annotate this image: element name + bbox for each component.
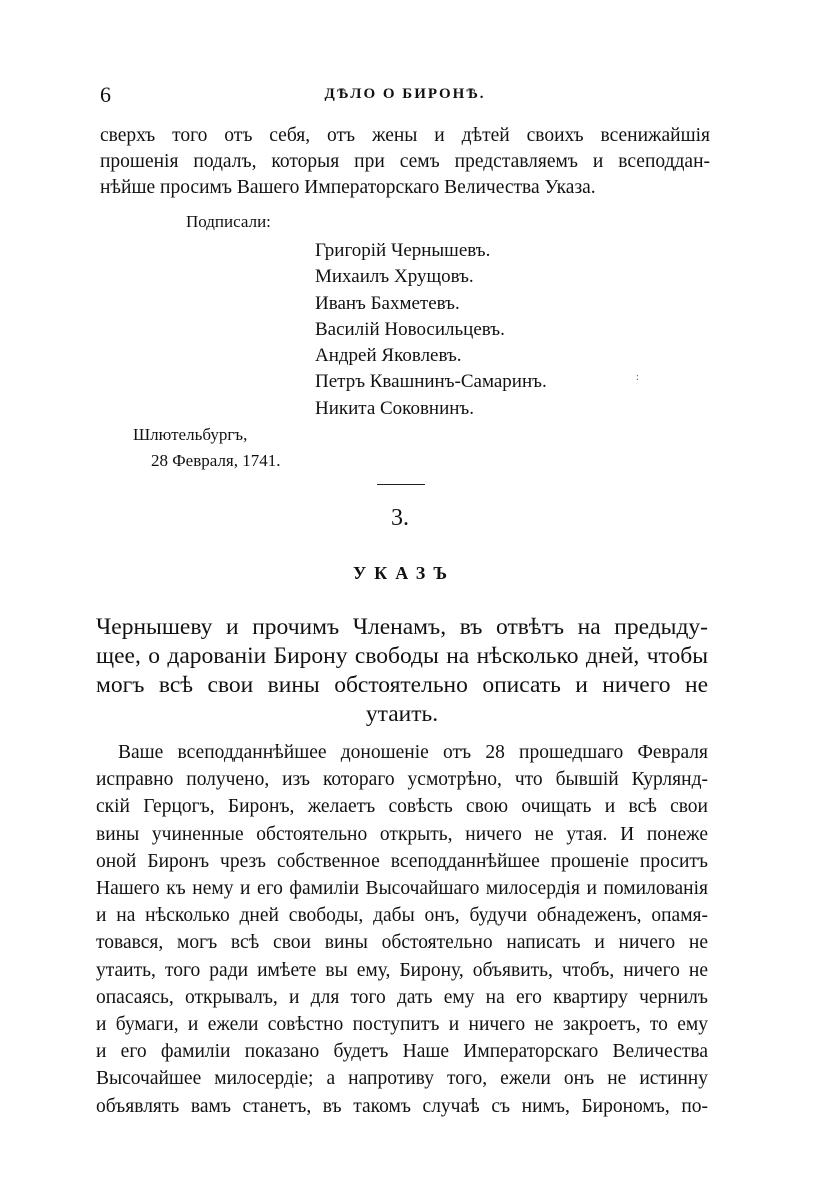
subtitle-line: утаить. (365, 701, 439, 727)
print-speck: : (636, 372, 639, 383)
decree-body (96, 739, 708, 1120)
body-line: и бумаги, и ежели совѣстно поступитъ и ничего не закроетъ, то ему (96, 1014, 708, 1036)
subtitle-line: щее, о дарованіи Бирону свободы на нѣсколько дней, чтобы (96, 643, 708, 669)
signatory-name: Василій Новосильцевъ. (315, 318, 505, 340)
body-line: вины учиненные обстоятельно открыть, ничего не утая. И понеже (96, 823, 708, 845)
signatory-name: Иванъ Бахметевъ. (315, 292, 460, 314)
signatory-name: Михаилъ Хрущовъ. (315, 266, 474, 288)
running-title: ДѢЛО О БИРОНѢ. (324, 86, 486, 102)
text-line: нѣйше просимъ Вашего Императорскаго Величества Указа. (100, 177, 596, 198)
page-number: 6 (100, 82, 111, 107)
body-line: опасаясь, открывалъ, и для того дать ему на его квартиру чернилъ (96, 986, 708, 1008)
text-line: сверхъ того отъ себя, отъ жены и дѣтей своихъ всенижайшія (100, 125, 710, 146)
signatory-name: Григорій Чернышевъ. (315, 240, 491, 261)
document-number: 3. (391, 505, 409, 531)
body-line: исправно получено, изъ котораго усмотрѣно, что бывшій Курлянд- (96, 769, 708, 791)
subtitle-line: могъ всѣ свои вины обстоятельно описать и ничего не (96, 672, 708, 698)
signatory-list (315, 238, 547, 422)
body-line: и его фамиліи показано будетъ Наше Императорскаго Величества (96, 1041, 708, 1063)
section-divider (377, 484, 425, 485)
body-line: товався, могъ всѣ свои вины обстоятельно написать и ничего не (96, 932, 708, 954)
date-line: 28 Февраля, 1741. (151, 451, 281, 470)
subtitle-line: Чернышеву и прочимъ Членамъ, въ отвѣтъ на предыду- (96, 614, 708, 640)
body-line: и на нѣсколько дней свободы, дабы онъ, будучи обнадеженъ, опамя- (96, 905, 708, 927)
text-line: прошенія подалъ, которыя при семъ представляемъ и всеподдан- (100, 151, 710, 172)
intro-paragraph (100, 123, 710, 201)
signatory-name: Никита Соковнинъ. (315, 397, 474, 419)
document-title: УКАЗЪ (352, 563, 456, 583)
body-line: Нашего къ нему и его фамиліи Высочайшаго милосердія и помилованія (96, 878, 708, 900)
body-line: оной Биронъ чрезъ собственное всеподданнѣйшее прошеніе проситъ (96, 850, 708, 872)
document-subtitle (96, 613, 708, 729)
body-line: Высочайшее милосердіе; а напротиву того, ежели онъ не истинну (96, 1068, 708, 1090)
place-line: Шлютельбургъ, (133, 425, 248, 444)
signatory-name: Андрей Яковлевъ. (315, 345, 462, 367)
body-line: объявлять вамъ станетъ, въ такомъ случаѣ съ нимъ, Бирономъ, по- (96, 1095, 708, 1117)
body-line: утаить, того ради имѣете вы ему, Бирону, объявить, чтобъ, ничего не (96, 959, 708, 981)
page-header (100, 82, 710, 112)
body-line: скій Герцогъ, Биронъ, желаетъ совѣсть свою очищать и всѣ свои (96, 796, 708, 818)
signatory-name: Петръ Квашнинъ-Самаринъ. (315, 371, 547, 393)
signed-label: Подписали: (186, 212, 271, 231)
body-line: Ваше всеподданнѣйшее доношеніе отъ 28 прошедшаго Февраля (118, 742, 708, 763)
